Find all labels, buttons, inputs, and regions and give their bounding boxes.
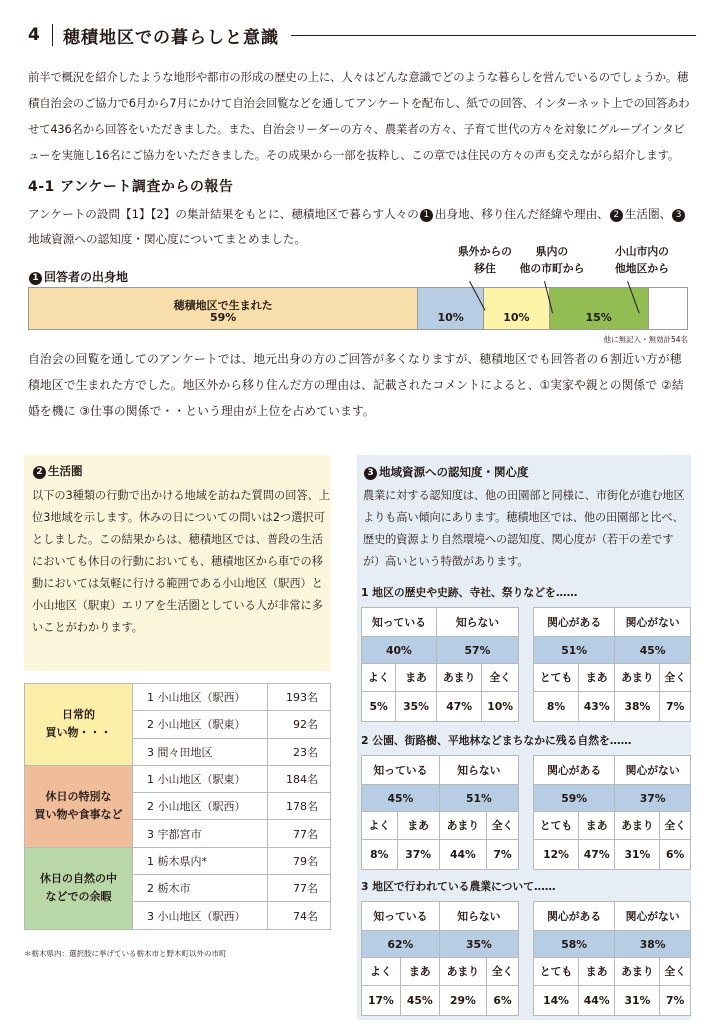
percent-detail: 17% [362,986,401,1016]
percent-total: 59% [534,785,615,812]
intro-paragraph: 前半で概況を紹介したような地形や都市の形成の歴史の上に、人々はどんな意識でどのような暮らしを営んでいるのでしょうか。穂積自治会のご協力で6月から7月にかけて自治会回覧などを通してアンケートを配布し、紙での回答、インターネット上での回答あわせて436名から回答をいただきました。また、自治会リーダーの方々、農業者の方々、子育て世代の方々を対象にグループインタビューを実施し16名にご協力をいただきました。その成果から一部を抜粋し、この章では住民の方々の声も交えながら紹介します。 [28,70,690,162]
origin-segment-value: 10% [503,311,530,324]
awareness-known-table [361,755,519,870]
rank-area: 3 宇都宮市 [133,820,268,847]
column-header: 関心がない [615,902,691,931]
percent-detail: 31% [615,986,660,1016]
rank-area: 1 小山地区（駅東） [133,765,268,792]
origin-segment-value: 10% [437,311,464,324]
question-label: 2 公園、街路樹、平地林などまちなかに残る自然を…… [361,734,632,747]
percent-detail: 5% [362,692,396,722]
percent-total: 45% [362,785,440,812]
percent-detail: 7% [487,840,519,870]
percent-detail: 8% [534,692,579,722]
percent-detail: 45% [400,986,439,1016]
sub-header: 全く [660,664,691,692]
rank-count: 184名 [268,765,331,792]
column-header: 知らない [439,902,518,931]
sub-header: とても [534,664,579,692]
table-row [25,765,331,792]
page-header [28,18,696,52]
sub-header: あまり [436,664,481,692]
table-row [534,902,691,931]
rank-area: 1 栃木県内* [133,847,268,874]
origin-segment [483,288,549,329]
percent-total: 35% [439,931,518,958]
sub-header: まあ [397,812,439,840]
table-row [534,958,691,986]
sub-header: あまり [615,664,660,692]
chapter-number: 4 [28,25,40,45]
column-header: 知らない [439,756,518,785]
table-row [362,608,519,637]
awareness-body: 農業に対する認知度は、他の田園部と同様に、市街化が進む地区よりも高い傾向にあります。穂積地区では、他の田園部と比べ、歴史的資源より自然環境への認知度、関心度が（若干の差ですが）高いという特徴があります。 [363,489,685,568]
sub-header: よく [362,664,396,692]
percent-detail: 6% [660,840,691,870]
rank-area: 3 間々田地区 [133,738,268,765]
percent-detail: 35% [396,692,437,722]
sub-header: まあ [579,958,615,986]
percent-detail: 14% [534,986,579,1016]
observation-paragraph: 自治会の回覧を通してのアンケートでは、地元出身の方のご回答が多くなりますが、穂積地区でも回答者の６割近い方が穂積地区で生まれた方でした。地区外から移り住んだ方の理由は、記載されたコメントによると、①実家や親との関係で ②結婚を機に ③仕事の関係で・・という理由が上位を占めています。 [28,352,684,418]
column-header: 関心がある [534,756,615,785]
origin-segment-value: 15% [585,311,612,324]
sub-header: まあ [579,664,615,692]
percent-total: 51% [534,637,615,664]
header-rule [291,35,696,36]
awareness-heading-text: 地域資源への認知度・関心度 [379,465,529,479]
rank-count: 193名 [268,684,331,711]
percent-detail: 38% [615,692,660,722]
percent-total: 37% [615,785,691,812]
rank-count: 74名 [268,902,331,929]
table-row [534,986,691,1016]
percent-detail: 47% [579,840,615,870]
sub-header: よく [362,958,401,986]
sub-header: 全く [487,958,519,986]
living-area-heading [32,463,83,479]
column-header: 知っている [362,608,437,637]
percent-detail: 6% [487,986,519,1016]
percent-detail: 7% [660,986,691,1016]
desc-c: 地域資源への認知度・関心度についてまとめました。 [28,232,307,246]
callout-other-district: 小山市内の 他地区から [615,245,669,275]
origin-label [28,268,128,285]
table-row [534,756,691,785]
table-row [362,756,519,785]
rank-count: 23名 [268,738,331,765]
desc-b: 生活圏、 [624,207,672,221]
column-header: 知っている [362,902,440,931]
table-row [534,608,691,637]
table-row [534,692,691,722]
sub-header: あまり [439,812,486,840]
sub-header: あまり [439,958,486,986]
awareness-known-table [361,607,519,722]
section-title: 4-1 アンケート調査からの報告 [28,179,234,195]
percent-detail: 12% [534,840,579,870]
awareness-panel [357,455,691,1020]
number-1-icon: 1 [29,272,42,285]
sub-header: 全く [482,664,519,692]
percent-detail: 7% [660,692,691,722]
percent-detail: 8% [362,840,398,870]
rank-area: 2 小山地区（駅西） [133,793,268,820]
desc-pre: アンケートの設問【1】【2】の集計結果をもとに、穂積地区で暮らす人々の [28,207,419,221]
percent-total: 45% [615,637,691,664]
sub-header: とても [534,958,579,986]
table-row [534,840,691,870]
living-area-panel [24,455,331,671]
desc-a: 出身地、移り住んだ経緯や理由、 [434,207,609,221]
table-row [534,812,691,840]
origin-segment-value: 59% [209,311,237,324]
table-row [362,931,519,958]
number-3-icon: 3 [364,467,377,480]
table-row [534,664,691,692]
number-2-icon: 2 [33,466,46,479]
callout-other-municipality: 県内の 他の市町から [519,245,585,275]
percent-total: 58% [534,931,615,958]
sub-header: とても [534,812,579,840]
origin-segment [29,288,417,329]
table-row [362,958,519,986]
sub-header: よく [362,812,398,840]
table-row [362,902,519,931]
table-row [362,840,519,870]
origin-segment-label: 穂積地区で生まれた [173,299,273,312]
awareness-interest-table [533,607,691,722]
number-3-icon: 3 [672,209,685,222]
percent-total: 40% [362,637,437,664]
percent-total: 51% [439,785,518,812]
percent-detail: 43% [579,692,615,722]
sub-header: まあ [400,958,439,986]
origin-bar [28,287,688,330]
rank-count: 92名 [268,711,331,738]
sub-header: 全く [487,812,519,840]
percent-total: 57% [436,637,518,664]
table-row [362,692,519,722]
percent-detail: 10% [482,692,519,722]
rank-count: 178名 [268,793,331,820]
group-label: 休日の特別な 買い物や食事など [25,765,133,847]
rank-count: 77名 [268,820,331,847]
group-label: 休日の自然の中 などでの余暇 [25,847,133,929]
percent-detail: 29% [439,986,486,1016]
percent-detail: 47% [436,692,481,722]
table-row [362,664,519,692]
column-header: 関心がある [534,902,615,931]
rank-area: 1 小山地区（駅西） [133,684,268,711]
rank-count: 79名 [268,847,331,874]
table-row [534,637,691,664]
callout-outside-prefecture: 県外からの 移住 [458,245,512,275]
awareness-interest-table [533,755,691,870]
origin-segment-remainder [648,288,688,329]
number-2-icon: 2 [610,209,623,222]
table-row [534,785,691,812]
question-label: 3 地区で行われている農業について…… [361,880,556,893]
rank-count: 77名 [268,875,331,902]
table-row [362,986,519,1016]
percent-total: 38% [615,931,691,958]
column-header: 関心がない [615,756,691,785]
table-row [362,812,519,840]
table-row [362,785,519,812]
group-label: 日常的 買い物・・・ [25,684,133,766]
column-header: 知っている [362,756,440,785]
table-row [25,684,331,711]
percent-detail: 44% [439,840,486,870]
living-area-heading-text: 生活圏 [48,464,83,478]
rank-area: 3 小山地区（駅西） [133,902,268,929]
table-row [25,847,331,874]
origin-note: 他に無記入・無効計54名 [603,335,688,344]
origin-label-text: 回答者の出身地 [44,270,129,284]
percent-detail: 37% [397,840,439,870]
percent-total: 62% [362,931,440,958]
awareness-interest-table [533,901,691,1016]
rank-area: 2 栃木市 [133,875,268,902]
sub-header: 全く [660,958,691,986]
awareness-heading [363,464,529,480]
column-header: 関心がない [615,608,691,637]
header-divider [52,24,53,46]
living-area-note: ＊栃木県内：選択肢に挙げている栃木市と野木町以外の市町 [24,949,227,958]
living-area-table [24,683,331,930]
sub-header: まあ [579,812,615,840]
column-header: 知らない [436,608,518,637]
awareness-known-table [361,901,519,1016]
percent-detail: 44% [579,986,615,1016]
sub-header: あまり [615,812,660,840]
column-header: 関心がある [534,608,615,637]
table-row [534,931,691,958]
sub-header: まあ [396,664,437,692]
origin-segment [417,288,483,329]
rank-area: 2 小山地区（駅東） [133,711,268,738]
page-title: 穂積地区での暮らしと意識 [63,27,279,48]
living-area-body: 以下の3種類の行動で出かける地域を訪ねた質問の回答、上位3地域を示します。休みの日についての問いは2つ選択可としました。この結果からは、穂積地区では、普段の生活においても休日の行動においても、穂積地区から車での移動においては気軽に行ける範囲である小山地区（駅西）と小山地区（駅東）エリアを生活圏としている人が非常に多いことがわかります。 [32,489,330,634]
number-1-icon: 1 [420,209,433,222]
percent-detail: 31% [615,840,660,870]
sub-header: 全く [660,812,691,840]
question-label: 1 地区の歴史や史跡、寺社、祭りなどを…… [361,586,578,599]
sub-header: あまり [615,958,660,986]
table-row [362,637,519,664]
